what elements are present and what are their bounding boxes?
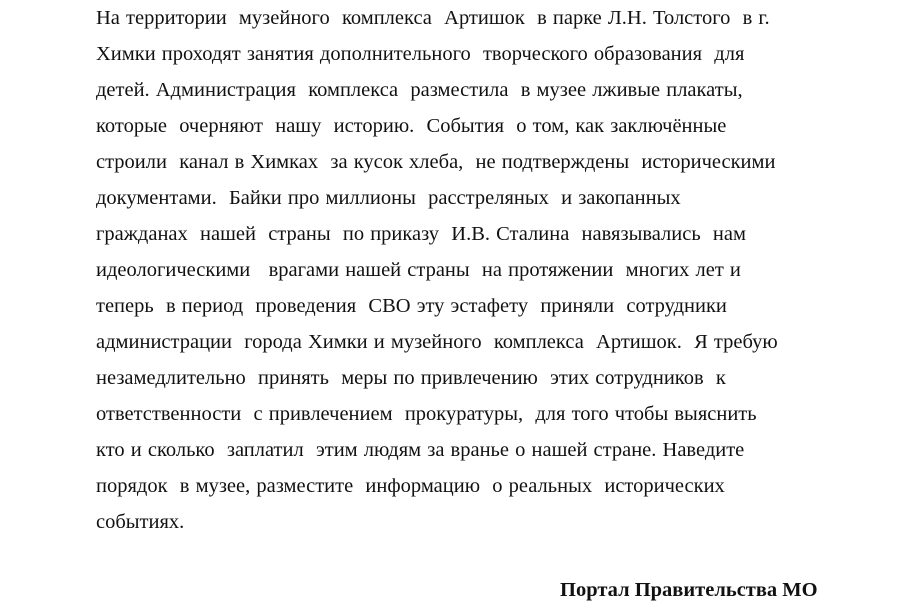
text-line: Химки проходят занятия дополнительного творческого образования для bbox=[96, 43, 745, 65]
text-line: строили канал в Химках за кусок хлеба, не подтверждены историческими bbox=[96, 151, 776, 173]
text-line: гражданах нашей страны по приказу И.В. Сталина навязывались нам bbox=[96, 223, 746, 245]
text-line: ответственности с привлечением прокуратуры, для того чтобы выяснить bbox=[96, 403, 757, 425]
text-line: событиях. bbox=[96, 511, 185, 533]
complaint-text bbox=[96, 0, 876, 540]
text-line: которые очерняют нашу историю. События о том, как заключённые bbox=[96, 115, 727, 137]
text-line: теперь в период проведения СВО эту эстафету приняли сотрудники bbox=[96, 295, 727, 317]
text-line: кто и сколько заплатил этим людям за вранье о нашей стране. Наведите bbox=[96, 439, 745, 461]
text-line: администрации города Химки и музейного комплекса Артишок. Я требую bbox=[96, 331, 778, 353]
text-line: На территории музейного комплекса Артишок в парке Л.Н. Толстого в г. bbox=[96, 7, 770, 29]
text-line: документами. Байки про миллионы расстреляных и закопанных bbox=[96, 187, 681, 209]
signature: Портал Правительства МО bbox=[560, 579, 818, 601]
text-line: незамедлительно принять меры по привлечению этих сотрудников к bbox=[96, 367, 726, 389]
text-line: порядок в музее, разместите информацию о реальных исторических bbox=[96, 475, 725, 497]
text-line: идеологическими врагами нашей страны на протяжении многих лет и bbox=[96, 259, 741, 281]
text-line: детей. Администрация комплекса разместила в музее лживые плакаты, bbox=[96, 79, 743, 101]
